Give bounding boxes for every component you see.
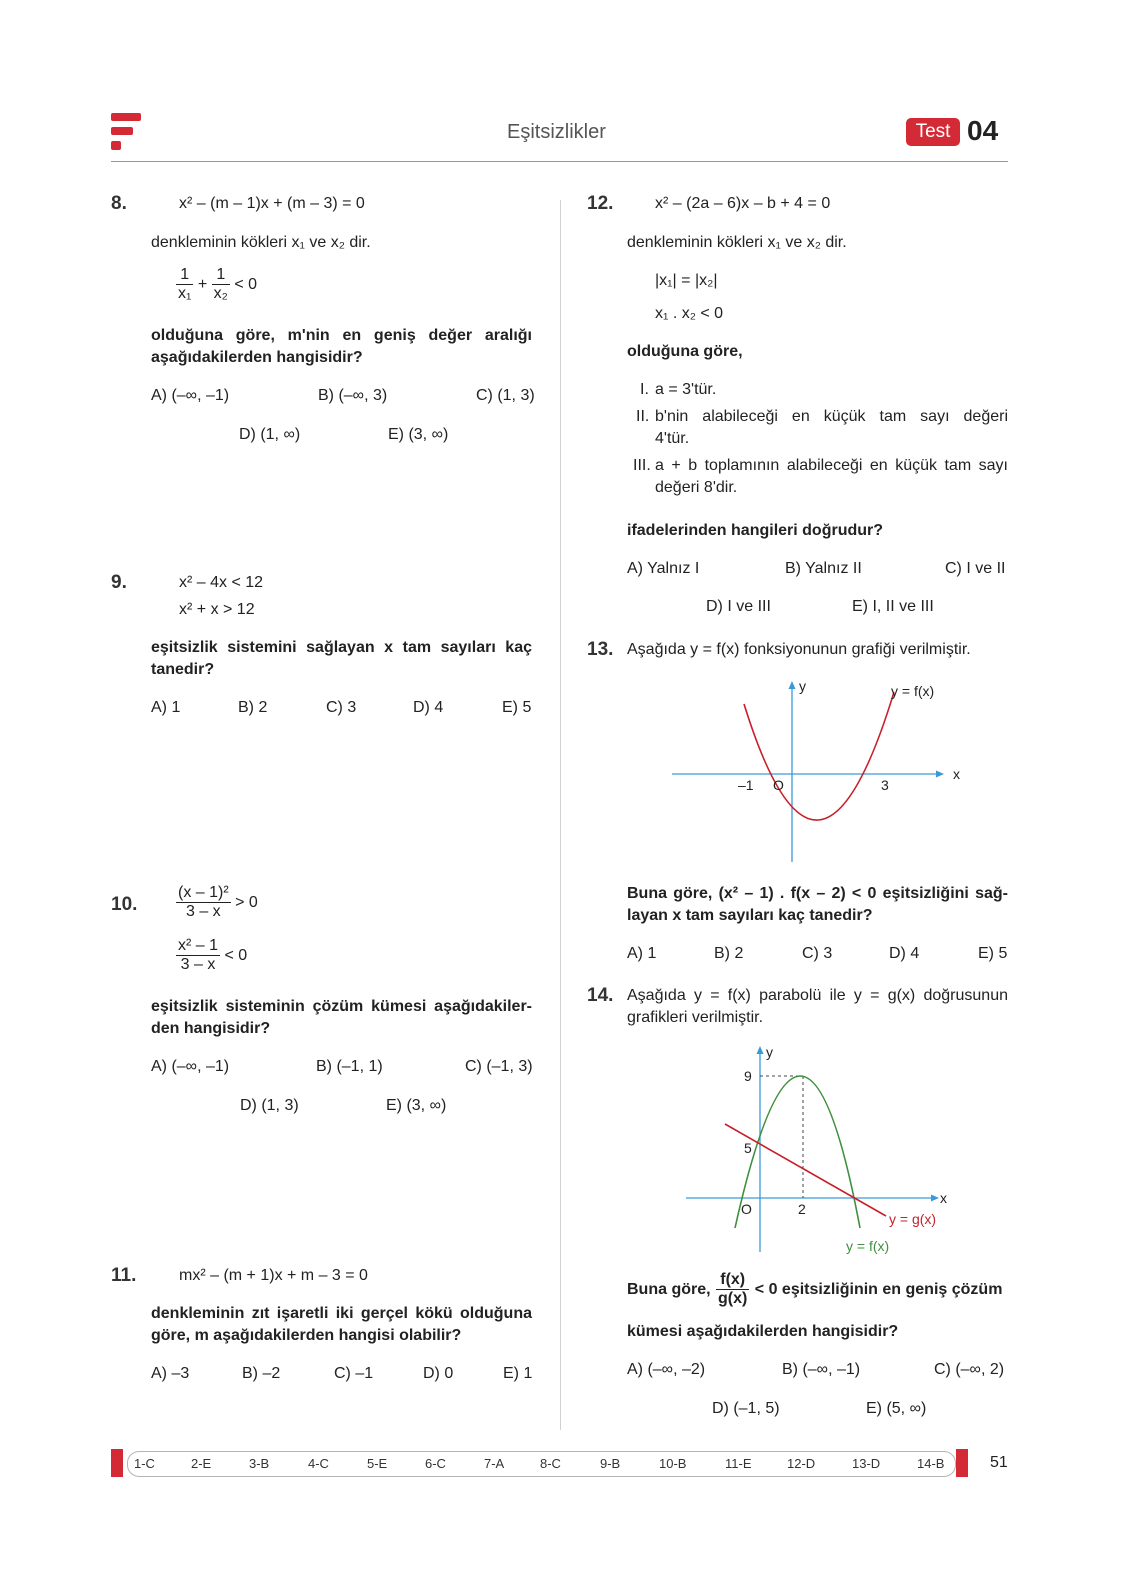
option-a[interactable]: A) (–∞, –1) bbox=[151, 1058, 230, 1075]
question-pre: Buna göre, bbox=[627, 1281, 711, 1299]
option-b[interactable]: B) Yalnız II bbox=[785, 560, 862, 577]
option-e[interactable]: E) I, II ve III bbox=[852, 598, 934, 615]
curve-label: y = f(x) bbox=[891, 683, 935, 699]
option-e[interactable]: E) (5, ∞) bbox=[866, 1400, 927, 1417]
option-e[interactable]: E) (3, ∞) bbox=[386, 1097, 447, 1114]
question-text: tanedir? bbox=[151, 661, 215, 678]
frac-numerator: x² – 1 bbox=[176, 937, 220, 956]
y-axis-arrow bbox=[757, 1046, 764, 1054]
question-text: olduğuna göre, m'nin en geniş değer aralığı bbox=[151, 327, 532, 344]
question-text: Buna göre, (x² – 1) . f(x – 2) < 0 eşitsizliğini sağ- bbox=[627, 885, 1008, 902]
inequality-1: x² – 4x < 12 bbox=[179, 574, 264, 591]
statement-3-cont: değeri 8'dir. bbox=[655, 479, 738, 496]
option-d[interactable]: D) I ve III bbox=[706, 598, 771, 615]
question-text: ifadelerinden hangileri doğrudur? bbox=[627, 522, 884, 539]
frac-denominator: 3 – x bbox=[180, 956, 216, 974]
intro-text: Aşağıda y = f(x) parabolü ile y = g(x) doğrusunun bbox=[627, 987, 1008, 1004]
lead-text: olduğuna göre, bbox=[627, 343, 743, 360]
option-b[interactable]: B) 2 bbox=[714, 945, 744, 962]
option-a[interactable]: A) Yalnız I bbox=[627, 560, 700, 577]
inequality-tail: < 0 bbox=[224, 947, 248, 965]
page-title: Eşitsizlikler bbox=[507, 121, 606, 143]
answer-key-item: 3-B bbox=[249, 1456, 270, 1471]
question-text: kümesi aşağıdakilerden hangisidir? bbox=[627, 1323, 899, 1340]
answer-key-item: 11-E bbox=[725, 1456, 752, 1471]
answer-key-item: 7-A bbox=[484, 1456, 505, 1471]
roots-text: denkleminin kökleri x₁ ve x₂ dir. bbox=[151, 234, 371, 251]
header-rule bbox=[111, 161, 1008, 162]
tick-label-3: 3 bbox=[881, 777, 889, 793]
option-a[interactable]: A) 1 bbox=[627, 945, 657, 962]
x-axis-label: x bbox=[953, 766, 960, 782]
question-text: eşitsizlik sistemini sağlayan x tam sayıları kaç bbox=[151, 639, 532, 656]
frac-denominator: x₁ bbox=[178, 285, 192, 303]
tick-label-neg1: –1 bbox=[738, 777, 754, 793]
frac-denominator: x₂ bbox=[213, 285, 228, 303]
question-text: layan x tam sayıları kaç tanedir? bbox=[627, 907, 873, 924]
answer-key-item: 2-E bbox=[191, 1456, 212, 1471]
inequality-tail: < 0 bbox=[234, 276, 258, 294]
option-e[interactable]: E) 1 bbox=[503, 1365, 533, 1382]
fraction-inequality-2 bbox=[176, 937, 247, 975]
option-c[interactable]: C) (–∞, 2) bbox=[934, 1361, 1005, 1378]
statement-2: b'nin alabileceği en küçük tam sayı değeri bbox=[655, 408, 1008, 425]
question-number: 11. bbox=[111, 1265, 137, 1286]
option-d[interactable]: D) 4 bbox=[889, 945, 920, 962]
option-b[interactable]: B) (–∞, 3) bbox=[318, 387, 388, 404]
statement-2-number: II. bbox=[636, 408, 650, 425]
statement-1-number: I. bbox=[640, 381, 649, 398]
question-text: göre, m aşağıdakilerden hangisi olabilir? bbox=[151, 1327, 462, 1344]
option-e[interactable]: E) (3, ∞) bbox=[388, 426, 449, 443]
answer-key-item: 6-C bbox=[425, 1456, 446, 1471]
tick-label-5: 5 bbox=[744, 1140, 752, 1156]
question-number: 9. bbox=[111, 572, 127, 593]
frac-numerator: f(x) bbox=[716, 1271, 749, 1290]
statement-3-number: III. bbox=[633, 457, 651, 474]
frac-denominator: 3 – x bbox=[185, 903, 221, 921]
frac-numerator: 1 bbox=[212, 266, 230, 285]
option-e[interactable]: E) 5 bbox=[502, 699, 532, 716]
question-text: eşitsizlik sisteminin çözüm kümesi aşağıdakiler- bbox=[151, 998, 532, 1015]
equation: x² – (2a – 6)x – b + 4 = 0 bbox=[655, 195, 831, 212]
question-number: 14. bbox=[587, 985, 614, 1006]
option-e[interactable]: E) 5 bbox=[978, 945, 1008, 962]
question-text: denkleminin zıt işaretli iki gerçel kökü olduğuna bbox=[151, 1305, 532, 1322]
equation: mx² – (m + 1)x + m – 3 = 0 bbox=[179, 1267, 368, 1284]
answer-key-item: 12-D bbox=[787, 1456, 816, 1471]
inequality-tail: > 0 bbox=[235, 894, 258, 912]
condition-2: x₁ . x₂ < 0 bbox=[655, 305, 724, 322]
question-text: den hangisidir? bbox=[151, 1020, 271, 1037]
question-text: aşağıdakilerden hangisidir? bbox=[151, 349, 363, 366]
option-b[interactable]: B) (–∞, –1) bbox=[782, 1361, 861, 1378]
equation: x² – (m – 1)x + (m – 3) = 0 bbox=[179, 195, 365, 212]
answer-key-item: 8-C bbox=[540, 1456, 561, 1471]
f-curve-label: y = f(x) bbox=[846, 1238, 890, 1254]
answer-key-item: 10-B bbox=[659, 1456, 687, 1471]
g-line-label: y = g(x) bbox=[889, 1211, 937, 1227]
option-c[interactable]: C) 3 bbox=[326, 699, 357, 716]
option-d[interactable]: D) 0 bbox=[423, 1365, 454, 1382]
question-number: 10. bbox=[111, 894, 138, 915]
column-divider bbox=[560, 200, 561, 1430]
frac-numerator: (x – 1)² bbox=[176, 884, 231, 903]
origin-label: O bbox=[741, 1201, 752, 1217]
answer-key-left-marker bbox=[111, 1449, 123, 1477]
answer-key-item: 14-B bbox=[917, 1456, 945, 1471]
y-axis-label: y bbox=[799, 678, 806, 694]
y-axis-arrow bbox=[789, 681, 796, 689]
origin-label: O bbox=[773, 777, 784, 793]
question-number: 8. bbox=[111, 193, 127, 214]
option-b[interactable]: B) (–1, 1) bbox=[316, 1058, 383, 1075]
statement-3: a + b toplamının alabileceği en küçük tam sayı bbox=[655, 457, 1008, 474]
answer-key-right-marker bbox=[956, 1449, 968, 1477]
option-c[interactable]: C) (1, 3) bbox=[476, 387, 535, 404]
test-number: 04 bbox=[967, 115, 999, 146]
tick-label-9: 9 bbox=[744, 1068, 752, 1084]
option-b[interactable]: B) –2 bbox=[242, 1365, 281, 1382]
x-axis-label: x bbox=[940, 1190, 947, 1206]
question-number: 13. bbox=[587, 639, 614, 660]
parabola-graph bbox=[660, 672, 980, 867]
intro-text: grafikleri verilmiştir. bbox=[627, 1009, 764, 1026]
roots-text: denkleminin kökleri x₁ ve x₂ dir. bbox=[627, 234, 847, 251]
answer-key-item: 9-B bbox=[600, 1456, 621, 1471]
page-number: 51 bbox=[990, 1454, 1008, 1471]
condition-1: |x₁| = |x₂| bbox=[655, 272, 718, 289]
answer-key-item: 4-C bbox=[308, 1456, 329, 1471]
plus-sign: + bbox=[197, 276, 208, 294]
option-d[interactable]: D) (1, ∞) bbox=[239, 426, 301, 443]
question-text bbox=[627, 1271, 1002, 1309]
option-c[interactable]: C) –1 bbox=[334, 1365, 374, 1382]
test-badge: Test bbox=[906, 118, 960, 146]
statement-1: a = 3'tür. bbox=[655, 381, 717, 398]
option-a[interactable]: A) (–∞, –1) bbox=[151, 387, 230, 404]
inequality-2: x² + x > 12 bbox=[179, 601, 255, 618]
statement-2-cont: 4'tür. bbox=[655, 430, 690, 447]
option-a[interactable]: A) –3 bbox=[151, 1365, 190, 1382]
option-d[interactable]: D) (1, 3) bbox=[240, 1097, 299, 1114]
intro-text: Aşağıda y = f(x) fonksiyonunun grafiği verilmiştir. bbox=[627, 641, 971, 658]
parabola-line-graph bbox=[680, 1040, 970, 1260]
answer-key-bar bbox=[127, 1451, 956, 1477]
option-c[interactable]: C) I ve II bbox=[945, 560, 1006, 577]
option-a[interactable]: A) (–∞, –2) bbox=[627, 1361, 706, 1378]
option-d[interactable]: D) 4 bbox=[413, 699, 444, 716]
option-a[interactable]: A) 1 bbox=[151, 699, 181, 716]
frac-denominator: g(x) bbox=[718, 1290, 748, 1308]
publisher-logo bbox=[111, 113, 141, 153]
option-c[interactable]: C) 3 bbox=[802, 945, 833, 962]
tick-label-2: 2 bbox=[798, 1201, 806, 1217]
x-axis-arrow bbox=[931, 1195, 939, 1202]
x-axis-arrow bbox=[936, 771, 944, 778]
frac-numerator: 1 bbox=[176, 266, 193, 285]
y-axis-label: y bbox=[766, 1044, 773, 1060]
answer-key-item: 5-E bbox=[367, 1456, 388, 1471]
fraction-inequality-1 bbox=[176, 884, 258, 922]
question-number: 12. bbox=[587, 193, 614, 214]
option-c[interactable]: C) (–1, 3) bbox=[465, 1058, 533, 1075]
parabola-curve bbox=[744, 692, 894, 820]
answer-key-item: 1-C bbox=[134, 1456, 155, 1471]
question-post: < 0 eşitsizliğinin en geniş çözüm bbox=[754, 1281, 1003, 1299]
option-d[interactable]: D) (–1, 5) bbox=[712, 1400, 780, 1417]
reciprocal-inequality bbox=[176, 266, 257, 304]
answer-key-item: 13-D bbox=[852, 1456, 881, 1471]
option-b[interactable]: B) 2 bbox=[238, 699, 268, 716]
